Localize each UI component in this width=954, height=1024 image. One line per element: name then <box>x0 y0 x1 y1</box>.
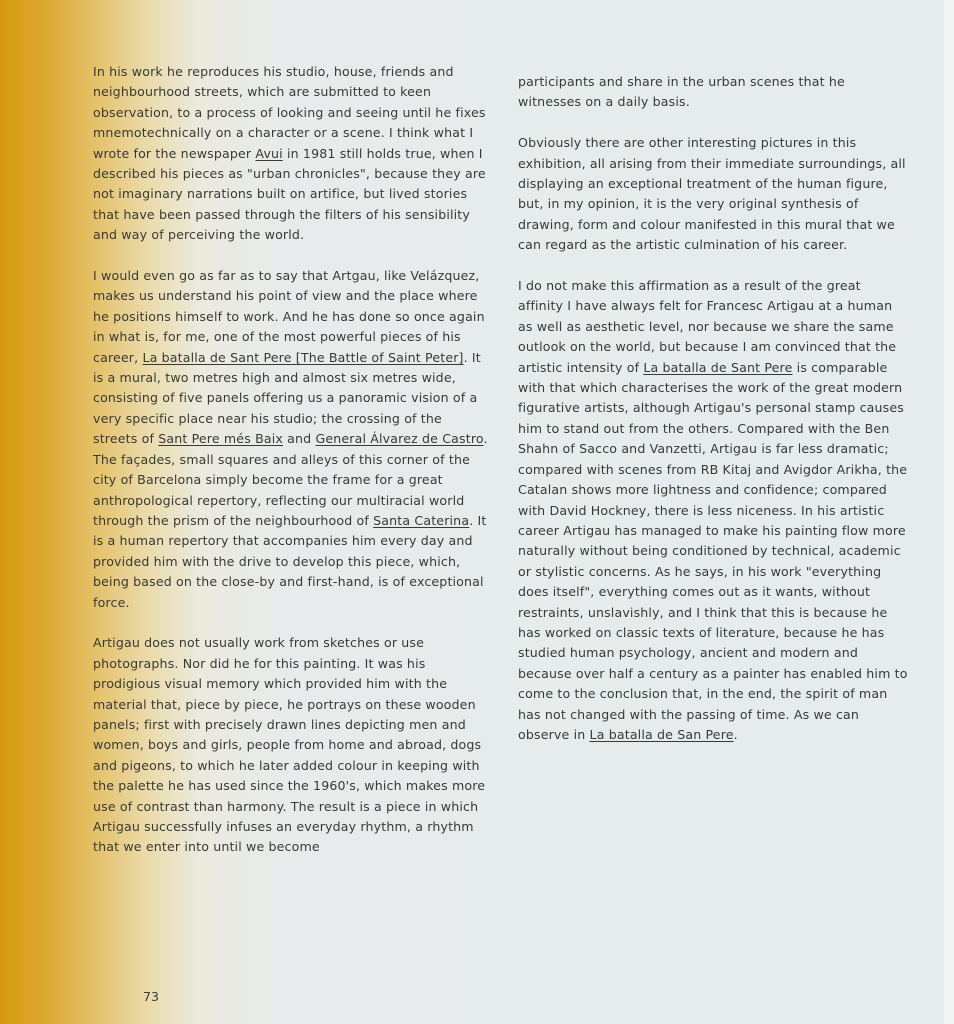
underlined-title: La batalla de Sant Pere <box>643 359 793 375</box>
left-column <box>93 62 488 878</box>
paragraph <box>518 276 910 745</box>
paragraph <box>93 62 488 246</box>
underlined-title: La batalla de San Pere <box>589 726 734 742</box>
underlined-street-name: Sant Pere més Baix <box>158 431 283 447</box>
paragraph: Artigau does not usually work from sketches or use photographs. Nor did he for this painting. It was his prodigious visual memory which provided him with the material that, piece by piece, he portrays on these wooden panels; first with precisely drawn lines depicting men and women, boys and girls, people from home and abroad, dogs and pigeons, to which he later added colour in keeping with the palette he has used since the 1960's, which makes more use of contrast than harmony. The result is a piece in which Artigau successfully infuses an everyday rhythm, a rhythm that we enter into until we become <box>93 635 486 855</box>
text-run: I do not make this affirmation as a result of the great affinity I have always felt for Francesc Artigau at a human as well as aesthetic level, nor because we share the same outlook on the world, but because I am convinced that the artistic intensity of <box>518 278 897 375</box>
page-edge <box>944 0 954 1024</box>
text-run: . <box>733 726 738 742</box>
underlined-title: La batalla de Sant Pere [The Battle of Saint Peter] <box>142 349 464 365</box>
text-run: in 1981 still holds true, when I described his pieces as "urban chronicles", because they are not imaginary narrations built on artifice, but lived stories that have been passed through the filters of his sensibility and way of perceiving the world. <box>93 145 486 243</box>
paragraph: participants and share in the urban scenes that he witnesses on a daily basis. <box>518 74 845 110</box>
text-run: I would even go as far as to say that Artgau, like Velázquez, makes us understand his point of view and the place where he positions himself to work. And he has done so once again in what is, for me, one of the most powerful pieces of his career, <box>93 268 485 365</box>
text-run: is comparable with that which characterises the work of the great modern figurative artists, although Artigau's personal stamp causes him to stand out from the others. Compared with the Ben Shahn of Sacco and Vanzetti, Artigau is far less dramatic; compared with scenes from RB Kitaj and Avigdor Arikha, the Catalan shows more lightness and confidence; compared with David Hockney, there is less niceness. In his artistic career Artigau has managed to make his painting flow more naturally without being conditioned by technical, academic or stylistic concerns. As he says, in his work "everything does itself", everything comes out as it wants, without restraints, unslavishly, and I think that this is because he has worked on classic texts of literature, because he has studied human psychology, ancient and modern and because over half a century as a painter has enabled him to come to the conclusion that, in the end, the spirit of man has not changed with the passing of time. As we can observe in <box>518 359 908 742</box>
underlined-street-name: General Álvarez de Castro <box>315 431 484 447</box>
right-column <box>518 72 910 766</box>
text-run: In his work he reproduces his studio, house, friends and neighbourhood streets, which are submitted to keen observation, to a process of looking and seeing until he fixes mnemotechnically on a character or a scene. I think what I wrote for the newspaper <box>93 64 486 161</box>
paragraph <box>93 266 488 613</box>
underlined-neighbourhood-name: Santa Caterina <box>373 512 470 528</box>
paragraph: Obviously there are other interesting pictures in this exhibition, all arising from their immediate surroundings, all displaying an exceptional treatment of the human figure, but, in my opinion, it is the very original synthesis of drawing, form and colour manifested in this mural that we can regard as the artistic culmination of his career. <box>518 135 906 253</box>
page-number: 73 <box>143 989 160 1004</box>
underlined-title: Avui <box>255 145 283 161</box>
text-run: and <box>282 431 316 447</box>
text-run: . The façades, small squares and alleys of this corner of the city of Barcelona simply become the frame for a great anthropological repertory, reflecting our multiracial world through the prism of the neighbourhood of <box>93 431 488 528</box>
text-run: . It is a human repertory that accompanies him every day and provided him with the drive to develop this piece, which, being based on the close-by and first-hand, is of exceptional force. <box>93 512 487 610</box>
text-run: . It is a mural, two metres high and almost six metres wide, consisting of five panels offering us a panoramic vision of a very specific place near his studio; the crossing of the streets of <box>93 349 481 447</box>
